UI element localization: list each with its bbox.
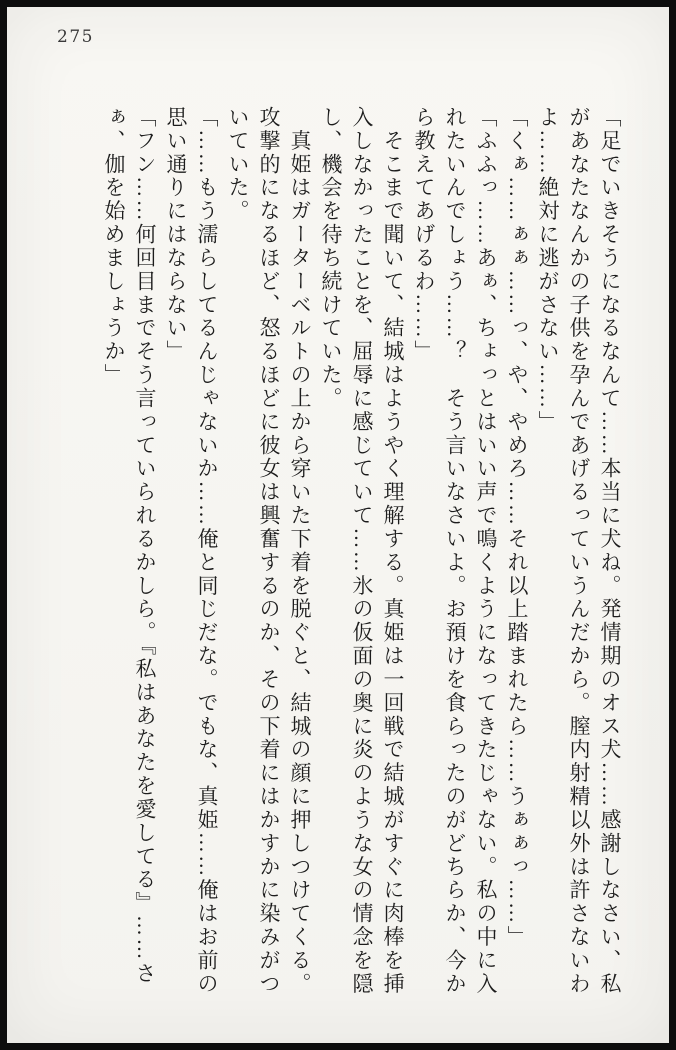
- text-line: 思い通りにはならない」: [164, 106, 188, 364]
- text-line: ぁ、伽を始めましょうか」: [102, 106, 126, 387]
- text-line: があなたなんかの子供を孕んであげるっていうんだから。膣内射精以外は許さないわ: [567, 106, 591, 996]
- text-line: 攻撃的になるほど、怒るほどに彼女は興奮するのか、その下着にはかすかに染みがつ: [257, 106, 281, 996]
- text-line: 「……もう濡らしてるんじゃないか……俺と同じだな。でもな、真姫……俺はお前の: [195, 106, 219, 996]
- text-line: 入しなかったことを、屈辱に感じていて……氷の仮面の奥に炎のような女の情念を隠: [350, 106, 374, 996]
- text-line: そこまで聞いて、結城はようやく理解する。真姫は一回戦で結城がすぐに肉棒を挿: [381, 106, 405, 996]
- text-line: ら教えてあげるわ……」: [412, 106, 436, 364]
- text-line: 「足でいきそうになるなんて……本当に犬ね。発情期のオス犬……感謝しなさい、私: [598, 106, 622, 996]
- text-line: いていた。: [226, 106, 250, 224]
- text-line: 「ふふっ……あぁ、ちょっとはいい声で鳴くようになってきたじゃない。私の中に入: [474, 106, 498, 996]
- text-line: し、機会を待ち続けていた。: [319, 106, 343, 411]
- text-line: 「くぁ……ぁぁ……っ、や、やめろ……それ以上踏まれたら……うぁぁっ……」: [505, 106, 529, 949]
- text-line: れたいんでしょう……？ そう言いなさいよ。お預けを食らったのがどちらか、今か: [443, 106, 467, 996]
- text-line: よ……絶対に逃がさない……」: [536, 106, 560, 434]
- text-line: 「フン……何回目までそう言っていられるかしら。『私はあなたを愛してる』……さ: [133, 106, 157, 986]
- text-line: 真姫はガーターベルトの上から穿いた下着を脱ぐと、結城の顔に押しつけてくる。: [288, 106, 312, 996]
- page-number: 275: [57, 27, 94, 47]
- vertical-text-block: [98, 106, 625, 1002]
